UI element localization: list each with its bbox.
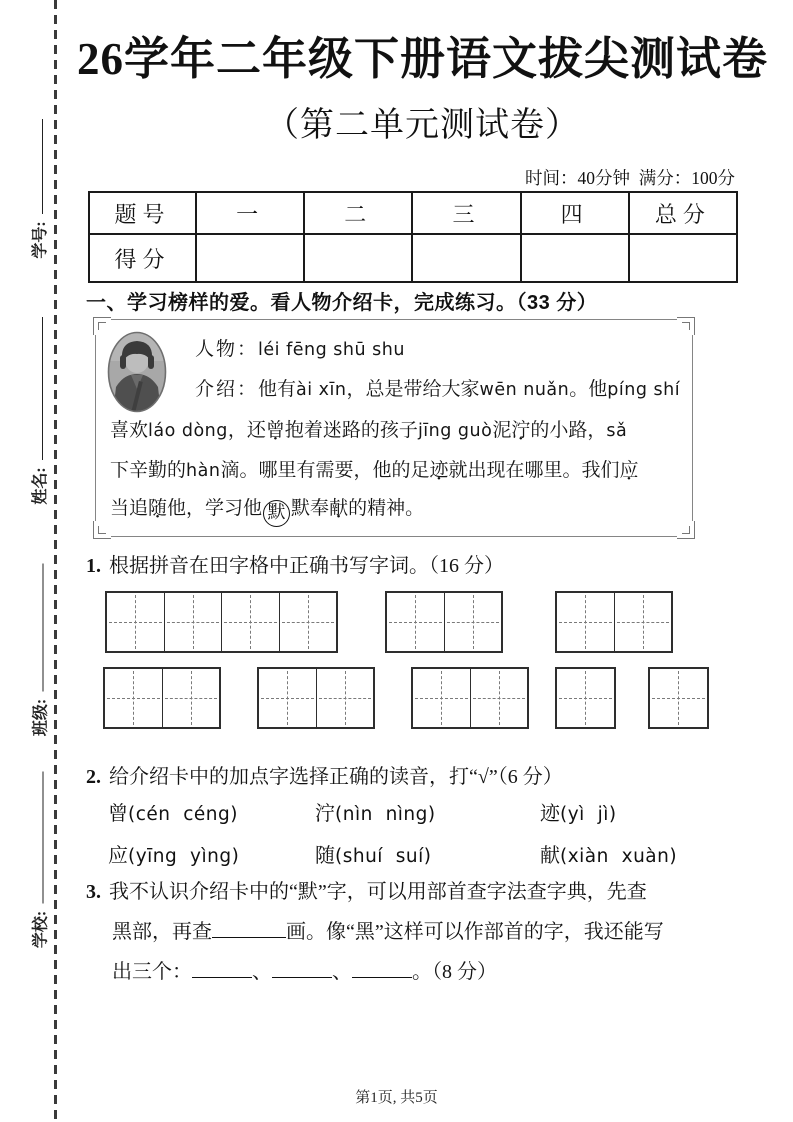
score-col-1: 一: [196, 192, 304, 234]
q2-item: [540, 839, 708, 868]
binding-dashed-line: [54, 0, 57, 1122]
leifeng-portrait-photo: [107, 331, 167, 418]
tian-cell: [164, 593, 222, 651]
score-cell-3: [412, 234, 520, 282]
writing-grid: [648, 667, 709, 729]
dotted-char: 泞: [511, 420, 531, 441]
writing-grid: [411, 667, 529, 729]
writing-grid: [103, 667, 221, 729]
school-blank-line: [34, 772, 44, 904]
paper-subtitle: （第二单元测试卷）: [265, 107, 580, 144]
writing-grid: [385, 591, 503, 653]
q2-char: 随: [315, 845, 335, 867]
tian-cell: [413, 669, 470, 727]
student-number-label: 学号:: [31, 221, 49, 259]
fill-in-blank: [192, 962, 252, 978]
q2-char: 迹: [540, 803, 560, 825]
score-cell-4: [521, 234, 629, 282]
tian-cell: [259, 669, 316, 727]
dotted-char: 献: [329, 498, 349, 519]
dotted-char: 随: [148, 498, 168, 519]
person-label: 人物：: [195, 339, 259, 360]
tian-cell: [107, 593, 164, 651]
q2-char: 泞: [315, 803, 335, 825]
margin-field-school: [28, 763, 50, 958]
circled-char: 默: [263, 500, 290, 527]
card-line-intro-2: 喜欢láo dòng，还曾抱着迷路的孩子jīng guò泥泞的小路，sǎ: [110, 420, 628, 441]
fill-in-blank: [212, 922, 286, 938]
tian-cell: [316, 669, 374, 727]
q2-readings: (shuí suí): [335, 846, 432, 867]
q2-readings: (xiàn xuàn): [560, 846, 678, 867]
name-blank-line: [33, 317, 43, 460]
writing-grid: [555, 591, 673, 653]
score-table-header-row: [89, 192, 737, 234]
card-corner-ornament: [677, 315, 697, 335]
score-col-2: 二: [304, 192, 412, 234]
q2-readings: (nìn nìng): [335, 804, 436, 825]
time-score-meta: 时间：40分钟 满分：100分: [525, 168, 735, 188]
tian-cell: [614, 593, 672, 651]
q2-item: [315, 797, 540, 826]
q3-number: 3.: [86, 881, 101, 903]
q2-item: [315, 839, 540, 868]
margin-field-name: [27, 311, 49, 511]
card-line-intro-3: 下辛勤的hàn滴。哪里有需要，他的足迹就出现在哪里。我们应: [110, 460, 639, 481]
tian-cell: [650, 669, 707, 727]
score-table: [88, 191, 738, 283]
writing-grid: [555, 667, 616, 729]
fill-in-blank: [352, 962, 412, 978]
card-line-person: [195, 337, 405, 363]
q2-number: 2.: [86, 766, 101, 788]
q3-block: [86, 872, 664, 992]
q2-stem: 2. 给介绍卡中的加点字选择正确的读音，打“√”（6 分）: [86, 766, 563, 788]
card-line-intro-1: 介绍：他有ài xīn，总是带给大家wēn nuǎn。他píng shí: [195, 379, 681, 400]
score-col-3: 三: [412, 192, 520, 234]
fill-in-blank: [272, 962, 332, 978]
tian-cell: [557, 593, 614, 651]
section-one-heading: 一、学习榜样的爱。看人物介绍卡，完成练习。（33 分）: [86, 292, 598, 314]
q1-stem: 1. 根据拼音在田字格中正确书写字词。（16 分）: [86, 555, 504, 577]
q2-readings: (cén céng): [128, 804, 238, 825]
tian-cell: [557, 669, 614, 727]
score-col-4: 四: [521, 192, 629, 234]
card-line-intro-4: 当追随他，学习他 默 默奉献的精神。: [110, 496, 424, 527]
q1-number: 1.: [86, 555, 101, 577]
q2-item: [108, 797, 315, 826]
q2-readings: (yì jì): [560, 804, 617, 825]
score-table-score-row: [89, 234, 737, 282]
score-cell-2: [304, 234, 412, 282]
margin-field-class: [28, 558, 50, 743]
writing-grid: [257, 667, 375, 729]
dotted-char: 迹: [429, 460, 449, 481]
tian-cell: [444, 593, 502, 651]
class-blank-line: [34, 564, 44, 692]
student-number-blank-line: [33, 119, 43, 214]
score-cell-total: [629, 234, 737, 282]
q2-readings: (yīng yìng): [128, 846, 240, 867]
paper-title: 26学年二年级下册语文拔尖测试卷: [76, 34, 768, 84]
margin-field-student-number: [27, 114, 49, 264]
q3-line-3: 出三个： 、 、 。（8 分）: [112, 961, 497, 983]
score-row-label: 得分: [89, 234, 196, 282]
q2-char: 献: [540, 845, 560, 867]
q2-char: 曾: [108, 803, 128, 825]
tian-cell: [105, 669, 162, 727]
score-col-total: 总分: [629, 192, 737, 234]
name-label: 姓名:: [31, 467, 49, 505]
person-pinyin: léi fēng shū shu: [258, 340, 405, 360]
q2-options: [108, 797, 708, 868]
leifeng-intro-card: [95, 319, 693, 537]
q3-line-2: 黑部，再查 画。像“黑”这样可以作部首的字，我还能写: [112, 921, 664, 943]
tian-cell: [162, 669, 220, 727]
tian-cell: [279, 593, 337, 651]
q2-item: [540, 797, 708, 826]
q2-item: [108, 839, 315, 868]
score-cell-1: [196, 234, 304, 282]
class-label: 班级:: [32, 698, 49, 737]
writing-grid: [105, 591, 338, 653]
card-corner-ornament: [677, 521, 697, 541]
card-corner-ornament: [91, 521, 111, 541]
tian-cell: [387, 593, 444, 651]
q3-line-1: 3. 我不认识介绍卡中的“默”字，可以用部首查字法查字典，先查: [86, 881, 647, 903]
score-col-label: 题号: [89, 192, 196, 234]
tian-cell: [470, 669, 528, 727]
dotted-char: 曾: [265, 420, 285, 441]
dotted-char: 应: [619, 460, 639, 481]
school-label: 学校:: [32, 910, 49, 949]
tian-cell: [221, 593, 279, 651]
q2-char: 应: [108, 845, 128, 867]
page-footer: 第1页, 共5页: [355, 1090, 438, 1106]
